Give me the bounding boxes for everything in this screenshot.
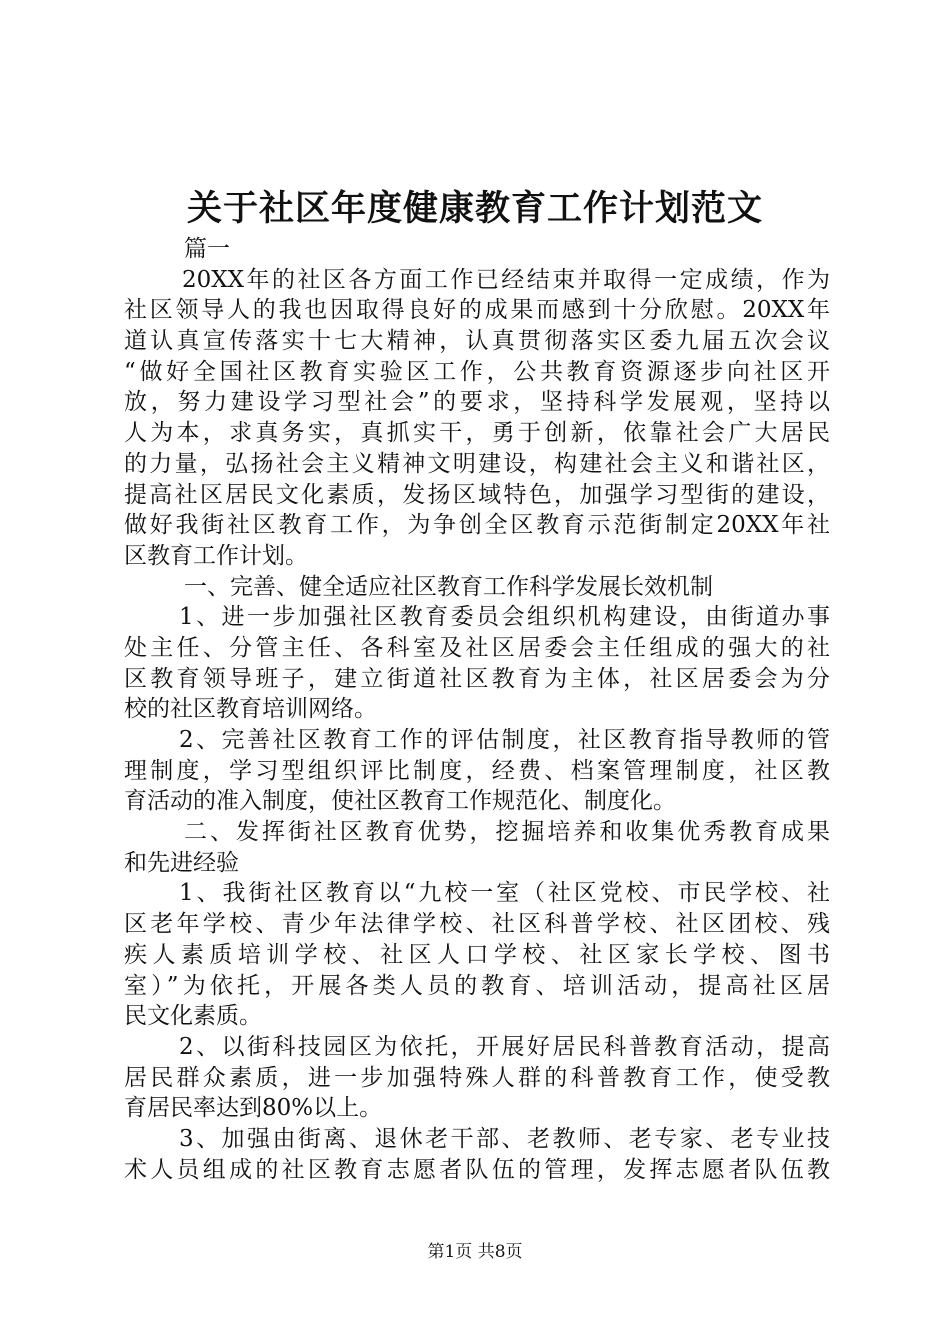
text-line: 3、加强由街离、退休老干部、老教师、老专家、老专业技 — [179, 1125, 830, 1152]
text-line: 提高社区居民文化素质，发扬区域特色，加强学习型街的建设， — [124, 481, 830, 508]
text-line: 社区领导人的我也因取得良好的成果而感到十分欣慰。20XX年 — [124, 297, 830, 324]
text-line: 区教育工作计划。 — [124, 542, 308, 569]
text-line: 校的社区教育培训网络。 — [124, 696, 377, 723]
text-line: 1、进一步加强社区教育委员会组织机构建设，由街道办事 — [179, 604, 830, 631]
text-line: 放，努力建设学习型社会”的要求，坚持科学发展观，坚持以 — [124, 389, 830, 416]
text-line: “做好全国社区教育实验区工作，公共教育资源逐步向社区开 — [124, 358, 830, 385]
text-line: 二、发挥街社区教育优势，挖掘培养和收集优秀教育成果 — [184, 819, 830, 846]
text-line: 和先进经验 — [124, 849, 239, 876]
text-line: 20XX年的社区各方面工作已经结束并取得一定成绩，作为 — [182, 266, 830, 293]
document-body — [124, 234, 830, 1185]
text-line: 居民群众素质，进一步加强特殊人群的科普教育工作，使受教 — [124, 1064, 830, 1091]
text-line: 的力量，弘扬社会主义精神文明建设，构建社会主义和谐社区， — [124, 450, 830, 477]
text-line: 人为本，求真务实，真抓实干，勇于创新，依靠社会广大居民 — [124, 420, 830, 447]
text-line: 1、我街社区教育以“九校一室（社区党校、市民学校、社 — [179, 880, 830, 907]
text-line: 做好我街社区教育工作，为争创全区教育示范街制定20XX年社 — [124, 512, 830, 539]
text-line: 理制度，学习型组织评比制度，经费、档案管理制度，社区教 — [124, 757, 830, 784]
text-line: 区老年学校、青少年法律学校、社区科普学校、社区团校、残 — [124, 911, 830, 938]
document-title: 关于社区年度健康教育工作计划范文 — [186, 188, 763, 229]
text-line: 民文化素质。 — [124, 1003, 262, 1030]
text-line: 一、完善、健全适应社区教育工作科学发展长效机制 — [184, 573, 713, 600]
text-line: 区教育领导班子，建立街道社区教育为主体，社区居委会为分 — [124, 665, 830, 692]
page-footer: 第1页 共8页 — [427, 1242, 523, 1262]
text-line: 疾人素质培训学校、社区人口学校、社区家长学校、图书 — [124, 941, 830, 968]
text-line: 室）”为依托，开展各类人员的教育、培训活动，提高社区居 — [124, 972, 830, 999]
text-line: 2、以街科技园区为依托，开展好居民科普教育活动，提高 — [179, 1033, 830, 1060]
text-line: 篇一 — [184, 236, 230, 262]
text-line: 术人员组成的社区教育志愿者队伍的管理，发挥志愿者队伍教 — [124, 1156, 830, 1183]
text-line: 处主任、分管主任、各科室及社区居委会主任组成的强大的社 — [124, 634, 830, 661]
text-line: 育居民率达到80%以上。 — [124, 1095, 383, 1122]
text-line: 育活动的准入制度，使社区教育工作规范化、制度化。 — [124, 788, 676, 815]
text-line: 2、完善社区教育工作的评估制度，社区教育指导教师的管 — [179, 727, 830, 753]
text-line: 道认真宣传落实十七大精神，认真贯彻落实区委九届五次会议 — [124, 328, 830, 355]
